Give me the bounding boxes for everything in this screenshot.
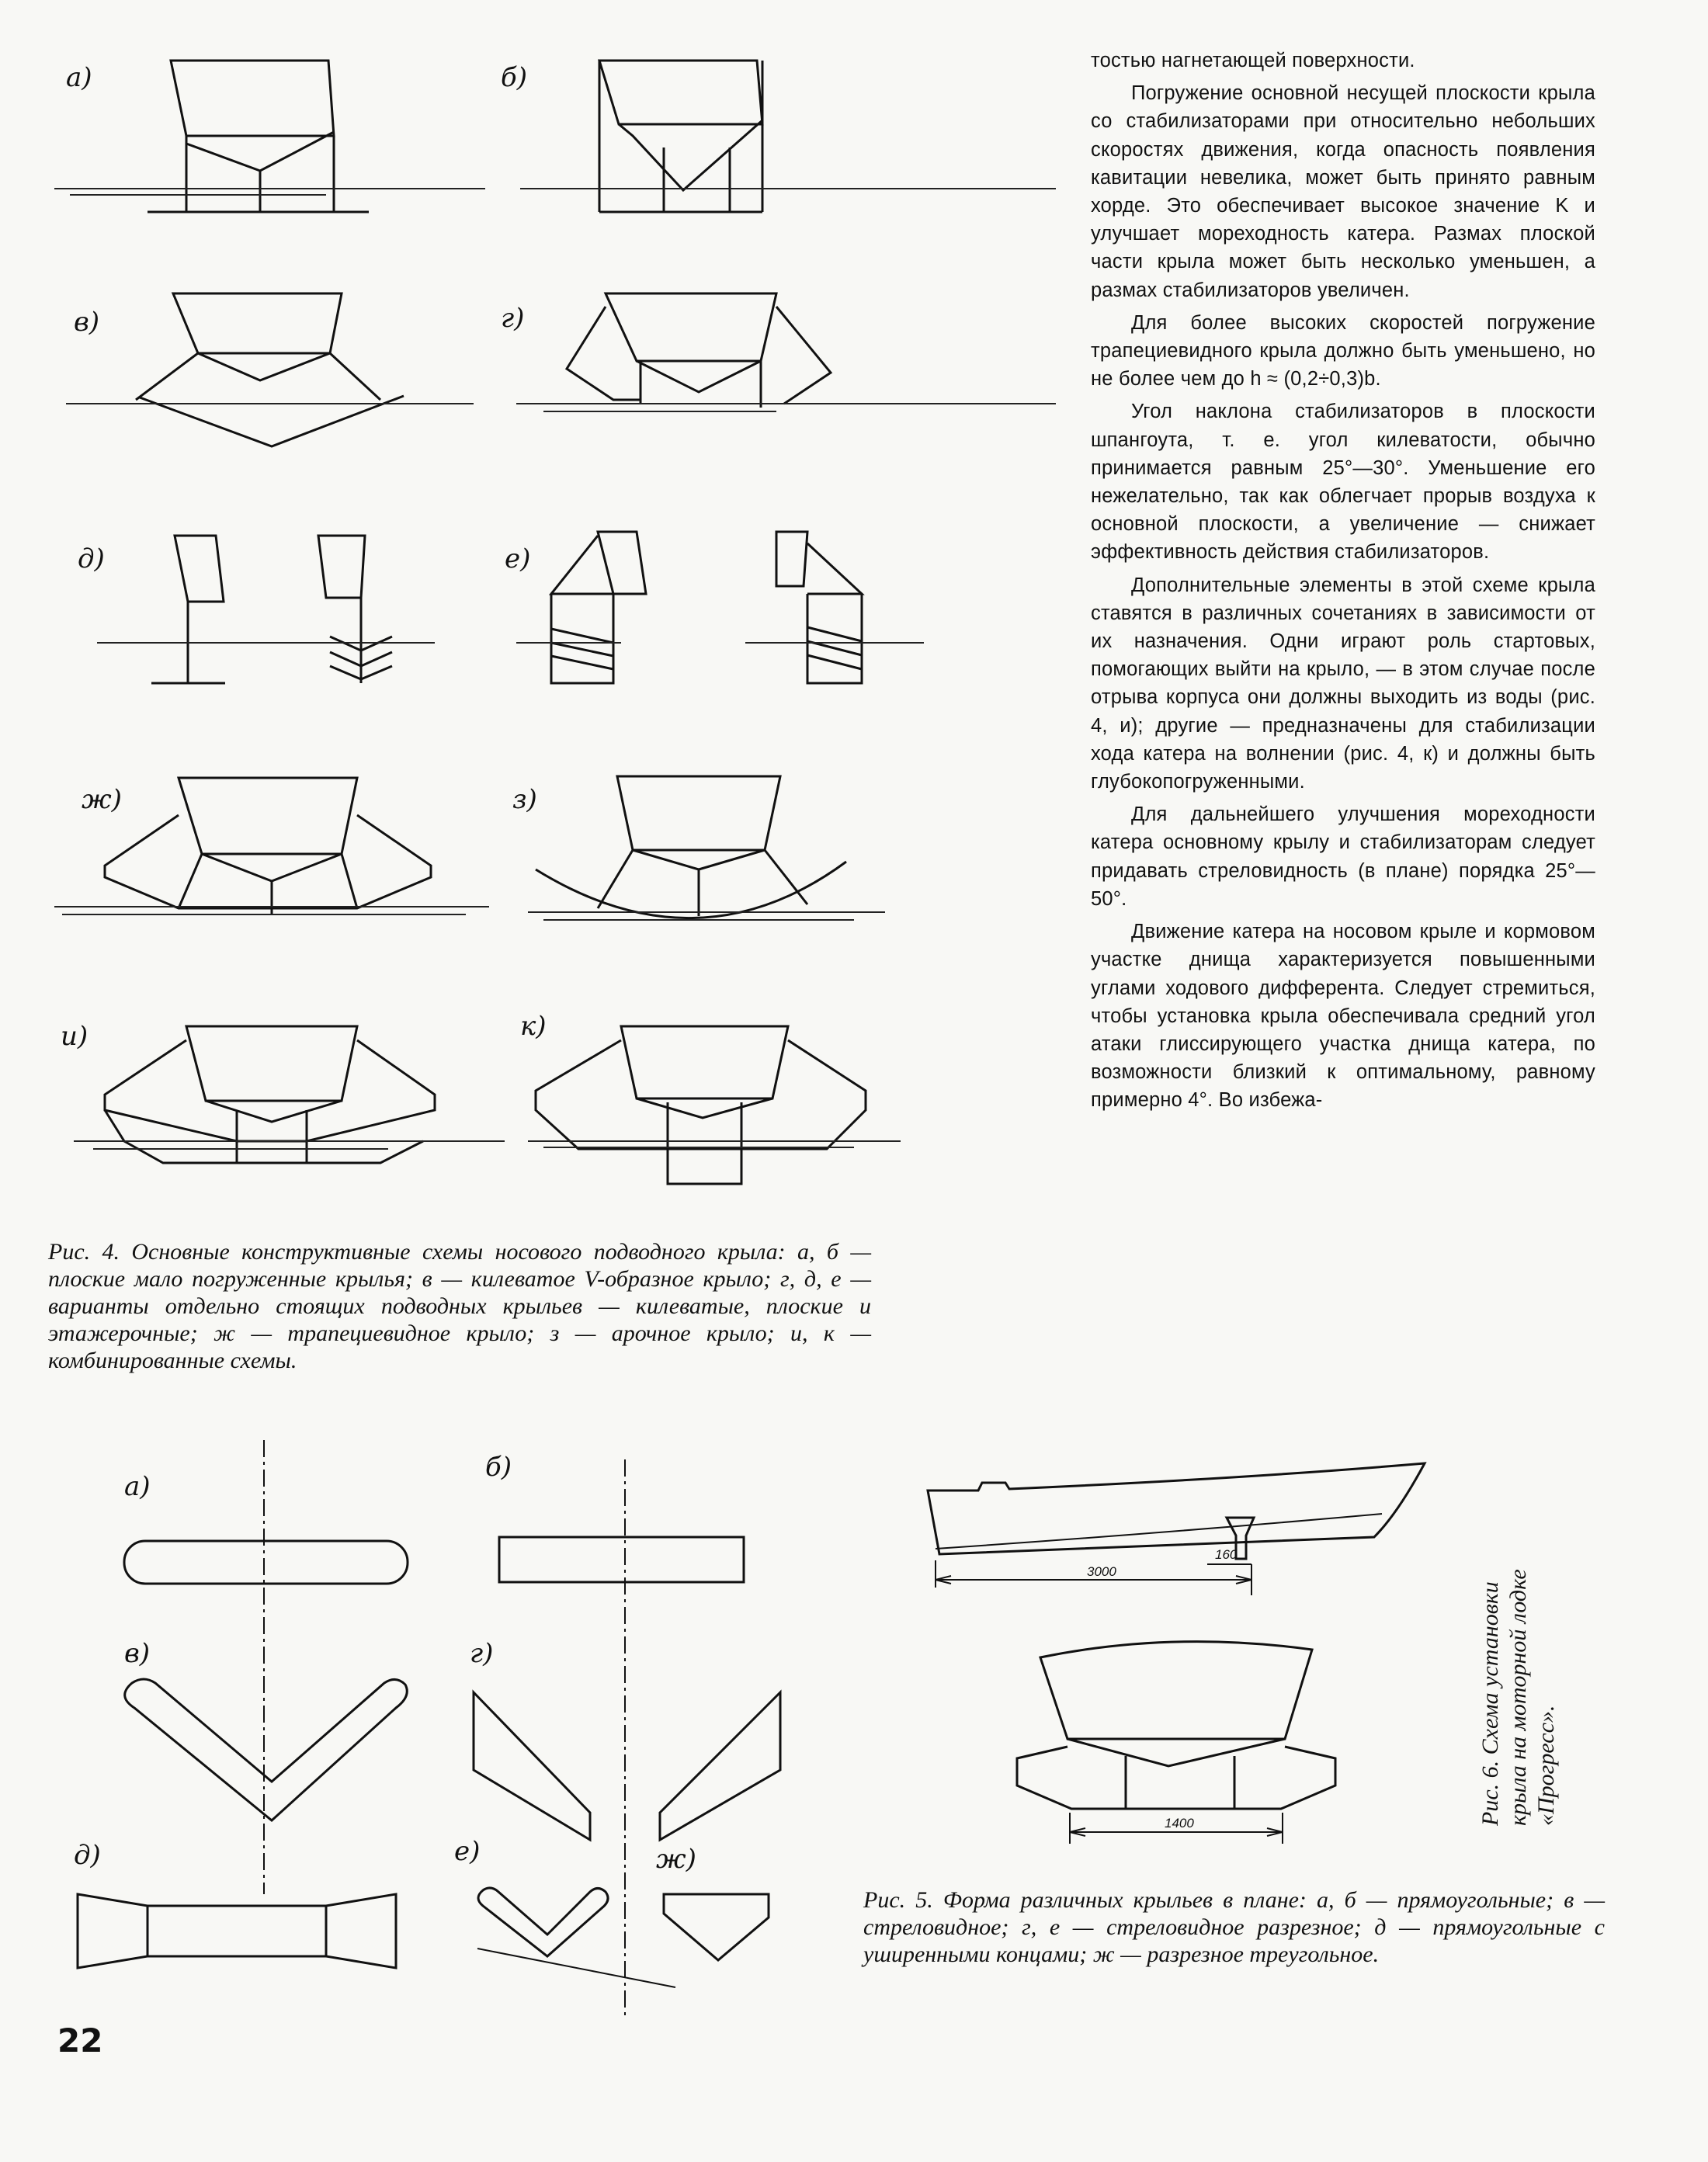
- fig4-label-a: а): [66, 62, 92, 93]
- fig4-label-i: и): [61, 1021, 89, 1052]
- fig6-boat-side-view: [928, 1463, 1425, 1595]
- figure6-caption-line3: «Прогресс».: [1533, 1705, 1559, 1826]
- fig5-label-d: д): [74, 1840, 101, 1871]
- fig5-label-v: в): [124, 1638, 151, 1669]
- fig4-label-g: г): [501, 303, 525, 334]
- fig4-label-d: д): [78, 543, 105, 574]
- body-paragraph: Угол наклона стабилизаторов в плоскости шпангоута, т. е. угол килеватости, обычно принимается равным 25°—30°. Уменьшение его нежелательно, так как облегчает прорыв воздуха к основной плоскости, а увеличение — снижает эффективность действия стабилизаторов.: [1091, 401, 1595, 564]
- fig5-zh-shape: [664, 1894, 769, 1960]
- figure6-caption-line2: крыла на моторной лодке: [1505, 1569, 1531, 1826]
- fig4-label-k: к): [520, 1011, 547, 1042]
- fig4-label-v: в): [74, 307, 100, 338]
- fig5-label-b: б): [485, 1452, 512, 1483]
- page-number: 22: [57, 2021, 103, 2060]
- fig6-dimension-3000: 3000: [1087, 1564, 1116, 1579]
- body-paragraph: Для дальнейшего улучшения мореходности катера основному крылу и стабилизаторам следует придавать стреловидность (в плане) порядка 25°—50°.: [1091, 803, 1595, 910]
- body-paragraph: тостью нагнетающей поверхности.: [1091, 50, 1415, 71]
- body-paragraph: Дополнительные элементы в этой схеме крыла ставятся в различных сочетаниях в зависимости от их назначения. Одни играют роль стартовых, помогающих выйти на крыло, — в этом случае после отрыва корпуса они должны выходить из воды (рис. 4, и); другие — предназначены для стабилизации хода катера на волнении (рис. 4, к) и должны быть глубокопогруженными.: [1091, 574, 1595, 793]
- fig5-label-g: г): [470, 1638, 494, 1669]
- body-paragraph: Для более высоких скоростей погружение трапециевидного крыла должно быть уменьшено, но не более чем до h ≈ (0,2÷0,3)b.: [1091, 311, 1595, 390]
- fig5-d-shape: [78, 1894, 396, 1968]
- fig5-label-a: а): [124, 1471, 151, 1502]
- fig5-e-shape: [477, 1888, 675, 1987]
- figure4-caption: Рис. 4. Основные конструктивные схемы носового подводного крыла: а, б — плоские мало погруженные крылья; в — килеватое V-образное крыло; г, д, е — варианты отдельно стоящих подводных крыльев — килеватые, плоские и этажерочные; ж — трапециевидное крыло; з — арочное крыло; и, к — комбинированные схемы.: [48, 1239, 871, 1373]
- fig4-label-zh: ж): [82, 784, 122, 815]
- fig6-dimension-1400: 1400: [1165, 1816, 1194, 1831]
- fig6-front-view: [1017, 1642, 1335, 1844]
- fig4-label-z: з): [512, 784, 537, 815]
- figure5-caption: Рис. 5. Форма различных крыльев в плане: а, б — прямоугольные; в — стреловидное; г, е — стреловидное разрезное; д — прямоугольные с уширенными концами; ж — разрезное треугольное.: [863, 1887, 1605, 1967]
- fig5-label-e: е): [454, 1836, 481, 1867]
- fig6-dimension-160: 160: [1215, 1547, 1238, 1562]
- fig4-label-e: е): [505, 543, 531, 574]
- figure6-caption-line1: Рис. 6. Схема установки: [1477, 1581, 1503, 1826]
- body-paragraph: Погружение основной несущей плоскости крыла со стабилизаторами при относительно небольших скоростях движения, когда опасность появления кавитации невелика, может быть принято равным хорде. Это обеспечивает высокое значение K и улучшает мореходность катера. Размах плоской части крыла может быть несколько уменьшен, а размах стабилизаторов увеличен.: [1091, 82, 1595, 301]
- body-paragraph: Движение катера на носовом крыле и кормовом участке днища характеризуется повышенными углами ходового дифферента. Следует стремиться, чтобы установка крыла обеспечивала средний угол атаки глиссирующего участка днища катера, по возможности близкий к оптимальному, равному примерно 4°. Во избежа-: [1091, 921, 1595, 1112]
- fig5-label-zh: ж): [656, 1844, 696, 1875]
- fig4-label-b: б): [501, 62, 528, 93]
